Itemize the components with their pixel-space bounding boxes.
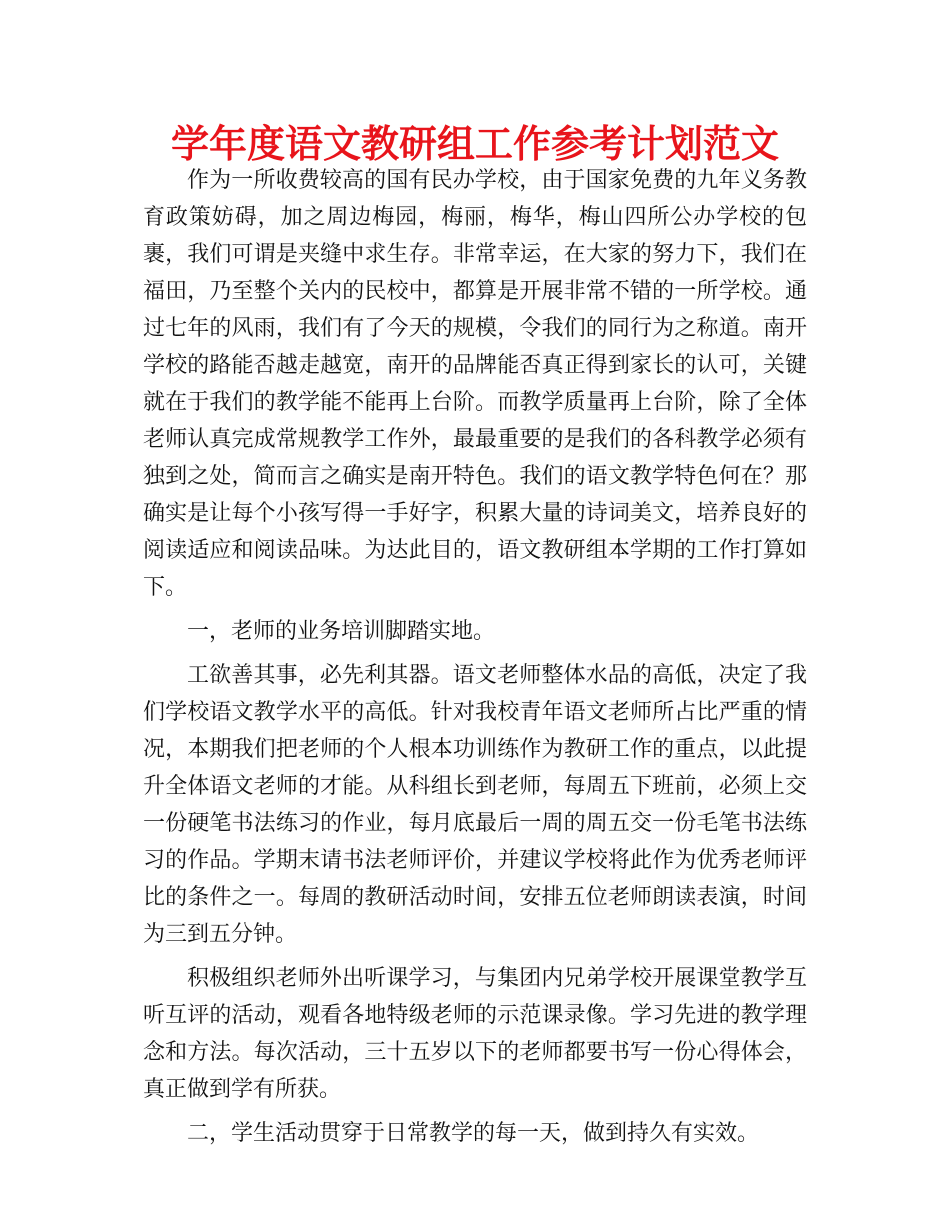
paragraph-gap [143, 953, 807, 960]
paragraph-gap [143, 650, 807, 657]
paragraph-observation-learning: 积极组织老师外出听课学习，与集团内兄弟学校开展课堂教学互听互评的活动，观看各地特级老师的示范课录像。学习先进的教学理念和方法。每次活动，三十五岁以下的老师都要书写一份心得体会，真正做到学有所获。 [143, 966, 807, 1102]
paragraph-teacher-training: 工欲善其事，必先利其器。语文老师整体水品的高低，决定了我们学校语文教学水平的高低。针对我校青年语文老师所占比严重的情况，本期我们把老师的个人根本功训练作为教研工作的重点，以此提升全体语文老师的才能。从科组长到老师，每周五下班前，必须上交一份硬笔书法练习的作业，每月底最后一周的周五交一份毛笔书法练习的作品。学期末请书法老师评价，并建议学校将此作为优秀老师评比的条件之一。每周的教研活动时间，安排五位老师朗读表演，时间为三到五分钟。 [143, 663, 807, 947]
document-title: 学年度语文教研组工作参考计划范文 [170, 122, 779, 166]
paragraph-section-two-heading: 二，学生活动贯穿于日常教学的每一天，做到持久有实效。 [187, 1121, 760, 1146]
paragraph-intro: 作为一所收费较高的国有民办学校，由于国家免费的九年义务教育政策妨碍，加之周边梅园，梅丽，梅华，梅山四所公办学校的包裹，我们可谓是夹缝中求生存。非常幸运，在大家的努力下，我们在福田，乃至整个关内的民校中，都算是开展非常不错的一所学校。通过七年的风雨，我们有了今天的规模，令我们的同行为之称道。南开学校的路能否越走越宽，南开的品牌能否真正得到家长的认可，关键就在于我们的教学能不能再上台阶。而教学质量再上台阶，除了全体老师认真完成常规教学工作外，最最重要的是我们的各科教学必须有独到之处，简而言之确实是南开特色。我们的语文教学特色何在？那确实是让每个小孩写得一手好字，积累大量的诗词美文，培养良好的阅读适应和阅读品味。为达此目的，语文教研组本学期的工作打算如下。 [143, 168, 807, 600]
paragraph-gap [143, 606, 807, 613]
document-body [143, 162, 807, 1152]
paragraph-gap [143, 1108, 807, 1115]
paragraph-section-one-heading: 一，老师的业务培训脚踏实地。 [187, 619, 496, 644]
